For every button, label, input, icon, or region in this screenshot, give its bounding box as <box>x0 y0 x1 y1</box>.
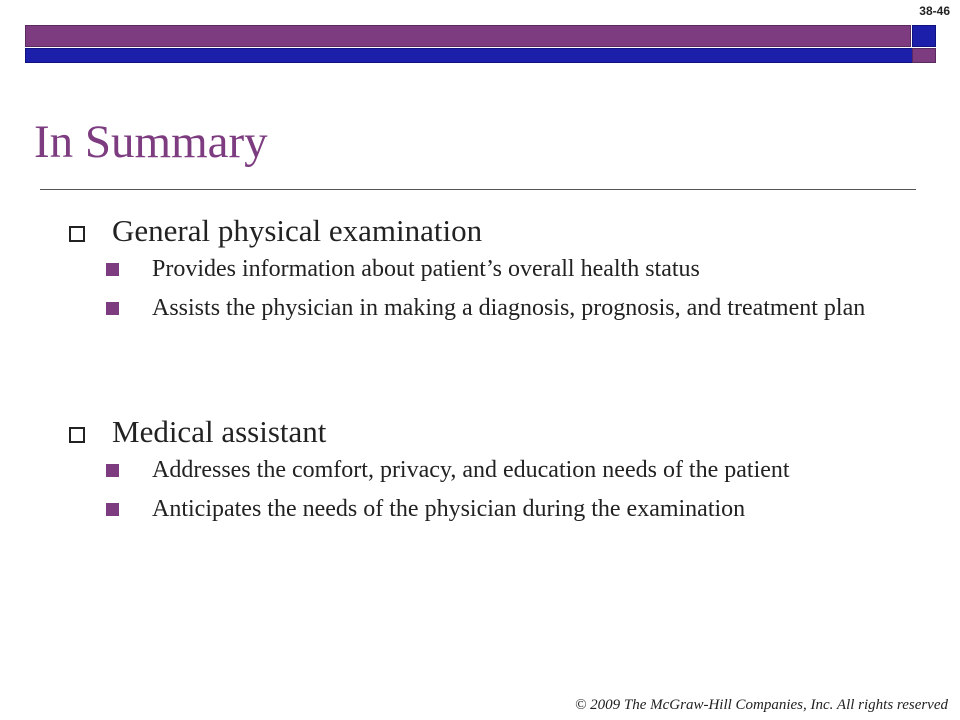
filled-square-bullet-icon <box>106 464 119 477</box>
filled-square-bullet-icon <box>106 302 119 315</box>
slide-number: 38-46 <box>919 4 950 18</box>
sub-bullet-list <box>64 254 914 323</box>
section-heading <box>64 413 914 451</box>
section-heading-text: General physical examination <box>112 213 483 248</box>
section-heading <box>64 212 914 250</box>
copyright-footer: © 2009 The McGraw-Hill Companies, Inc. All rights reserved <box>574 697 948 713</box>
hollow-square-bullet-icon <box>69 427 85 443</box>
list-item-text: Anticipates the needs of the physician during the examination <box>152 496 746 522</box>
list-item <box>64 455 914 485</box>
section-medical-assistant <box>64 413 914 533</box>
list-item-text: Addresses the comfort, privacy, and education needs of the patient <box>152 457 790 483</box>
filled-square-bullet-icon <box>106 263 119 276</box>
slide-title: In Summary <box>34 116 268 168</box>
hollow-square-bullet-icon <box>69 226 85 242</box>
sub-bullet-list <box>64 455 914 524</box>
title-divider <box>40 189 916 190</box>
corner-block-blue <box>912 25 936 47</box>
list-item-text: Provides information about patient’s overall health status <box>152 256 700 282</box>
section-general-exam <box>64 212 914 332</box>
top-bar-purple <box>25 25 911 47</box>
list-item <box>64 293 914 323</box>
section-heading-text: Medical assistant <box>112 414 327 449</box>
corner-block-purple <box>912 48 936 63</box>
top-bar-blue <box>25 48 935 63</box>
list-item <box>64 494 914 524</box>
filled-square-bullet-icon <box>106 503 119 516</box>
list-item-text: Assists the physician in making a diagnosis, prognosis, and treatment plan <box>152 295 866 321</box>
list-item <box>64 254 914 284</box>
